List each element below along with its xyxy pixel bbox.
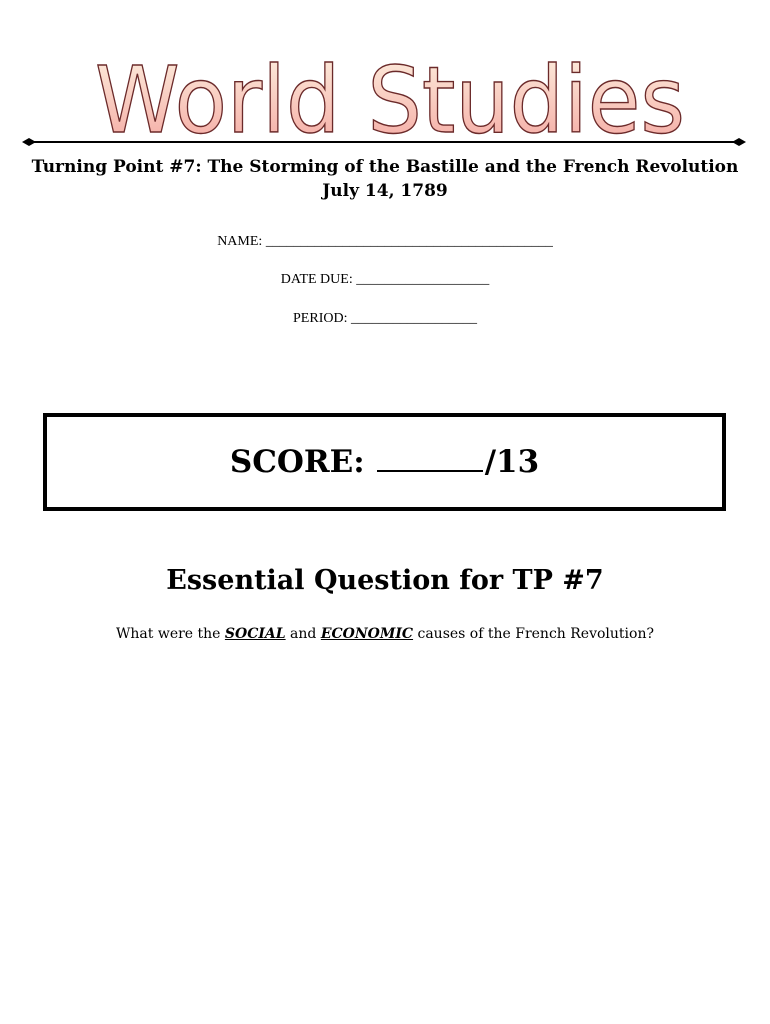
turning-point-title [0, 155, 770, 203]
rule-left-diamond [22, 138, 36, 146]
period-blank: __________________ [350, 311, 477, 326]
score-line [230, 444, 539, 480]
question-suffix: causes of the French Revolution? [413, 626, 654, 642]
date-due-field [0, 272, 770, 288]
name-field [0, 234, 770, 250]
date-due-blank: ___________________ [356, 272, 490, 287]
score-total: /13 [484, 444, 540, 480]
social-emphasis: SOCIAL [224, 626, 286, 642]
title-line-2: July 14, 1789 [322, 181, 448, 201]
date-due-label: DATE DUE: [280, 272, 357, 287]
question-and: and [285, 626, 321, 642]
name-blank: _________________________________________ [265, 234, 553, 249]
period-label: PERIOD: [293, 311, 351, 326]
essential-question-text [0, 626, 770, 642]
score-label: SCORE: [229, 444, 365, 480]
rule-right-diamond [732, 138, 746, 146]
logo-text: World Studies [95, 47, 685, 154]
period-field [0, 311, 770, 327]
score-box [43, 413, 726, 511]
score-blank [377, 444, 483, 472]
world-studies-banner [0, 0, 770, 155]
essential-question-heading: Essential Question for TP #7 [166, 565, 604, 596]
name-label: NAME: [217, 234, 266, 249]
question-prefix: What were the [116, 626, 225, 642]
title-line-1: Turning Point #7: The Storming of the Bastille and the French Revolution [31, 157, 739, 177]
world-studies-logo [0, 0, 770, 155]
economic-emphasis: ECONOMIC [320, 626, 414, 642]
